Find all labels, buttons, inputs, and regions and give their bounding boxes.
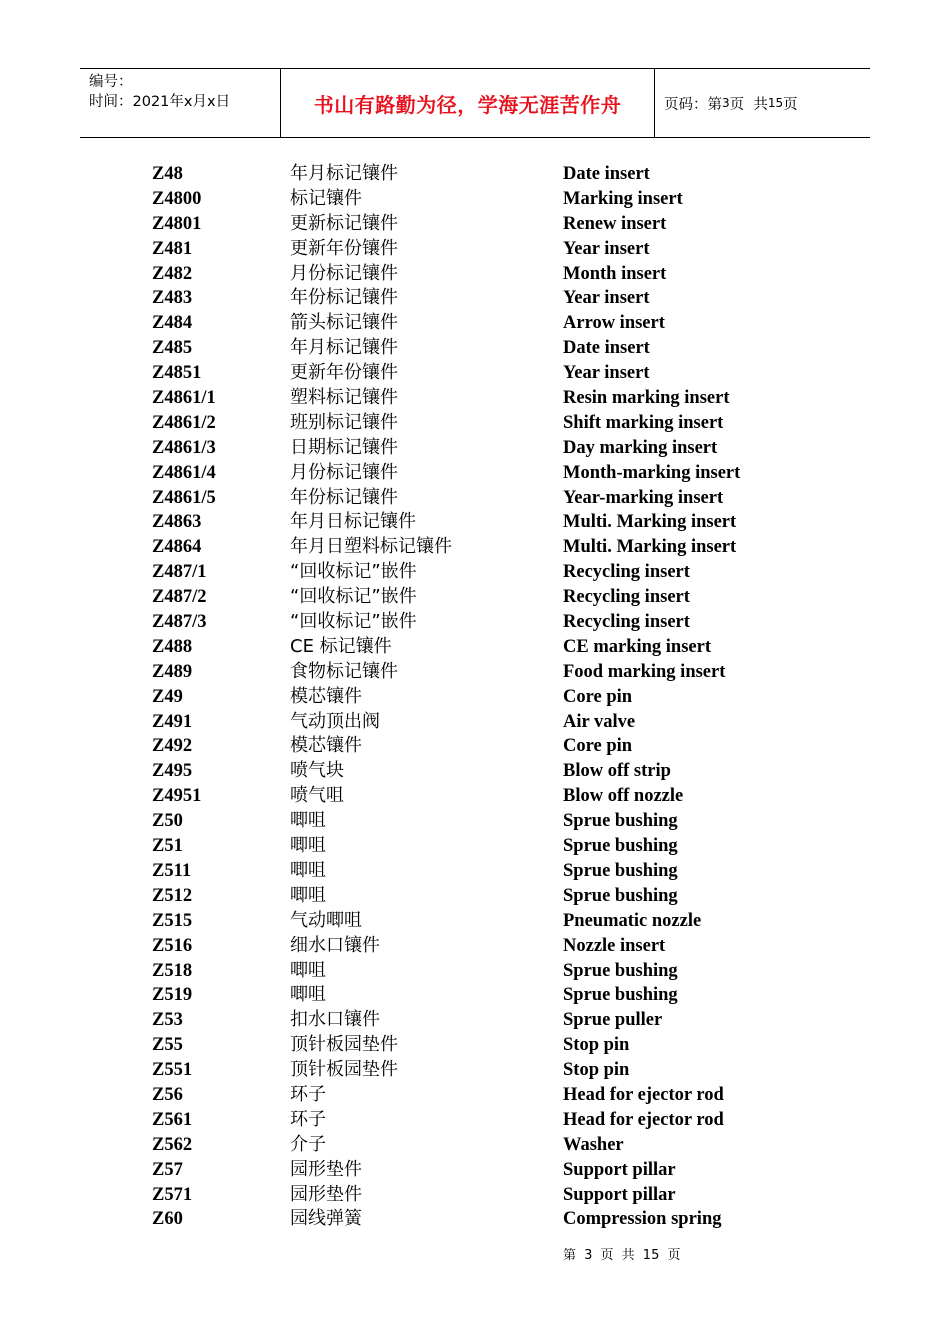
english-name: Sprue puller xyxy=(563,1010,663,1031)
part-code: Z4951 xyxy=(152,786,202,807)
chinese-name: 月份标记镶件 xyxy=(290,262,398,284)
glossary-row xyxy=(0,784,950,809)
glossary-row xyxy=(0,660,950,685)
header-info-cell xyxy=(80,69,281,137)
glossary-row xyxy=(0,909,950,934)
number-label: 编号： xyxy=(89,74,133,90)
english-name: Sprue bushing xyxy=(563,811,678,832)
header-page-cell xyxy=(655,69,870,137)
english-name: Core pin xyxy=(563,686,633,707)
english-name: Multi. Marking insert xyxy=(563,512,737,533)
english-name: Sprue bushing xyxy=(563,860,678,881)
chinese-name: 标记镶件 xyxy=(290,187,362,209)
part-code: Z484 xyxy=(152,313,193,334)
english-name: Date insert xyxy=(563,164,650,184)
english-name: Multi. Marking insert xyxy=(563,537,737,558)
date-label: 时间：2021年x月x日 xyxy=(89,94,231,110)
english-name: Resin marking insert xyxy=(563,388,730,409)
english-name: Food marking insert xyxy=(563,661,726,682)
chinese-name: 模芯镶件 xyxy=(290,735,362,757)
glossary-row xyxy=(0,1058,950,1083)
glossary-row xyxy=(0,610,950,635)
chinese-name: 更新年份镶件 xyxy=(290,362,398,384)
english-name: Recycling insert xyxy=(563,562,690,583)
english-name: Head for ejector rod xyxy=(563,1109,724,1130)
glossary-row xyxy=(0,560,950,585)
english-name: Sprue bushing xyxy=(563,985,678,1006)
chinese-name: 更新年份镶件 xyxy=(290,237,398,259)
chinese-name: 扣水口镶件 xyxy=(290,1009,380,1031)
part-code: Z55 xyxy=(152,1035,183,1056)
chinese-name: 顶针板园垫件 xyxy=(290,1034,398,1056)
english-name: Month-marking insert xyxy=(563,462,741,483)
english-name: Compression spring xyxy=(563,1209,722,1230)
chinese-name: 箭头标记镶件 xyxy=(290,312,398,334)
english-name: Pneumatic nozzle xyxy=(563,910,702,931)
english-name: Blow off strip xyxy=(563,761,671,782)
english-name: Year insert xyxy=(563,363,650,384)
part-code: Z551 xyxy=(152,1060,193,1081)
part-code: Z518 xyxy=(152,960,193,981)
glossary-row xyxy=(0,983,950,1008)
part-code: Z571 xyxy=(152,1184,193,1205)
english-name: Year insert xyxy=(563,288,650,309)
part-code: Z4861/4 xyxy=(152,462,216,483)
part-code: Z4863 xyxy=(152,512,202,533)
english-name: Recycling insert xyxy=(563,587,690,608)
glossary-row xyxy=(0,1158,950,1183)
chinese-name: 园线弹簧 xyxy=(290,1208,362,1230)
english-name: Nozzle insert xyxy=(563,935,666,956)
part-code: Z4861/5 xyxy=(152,487,216,508)
part-code: Z4801 xyxy=(152,213,202,234)
glossary-row xyxy=(0,1207,950,1232)
part-code: Z4861/2 xyxy=(152,412,216,433)
glossary-row xyxy=(0,959,950,984)
english-name: Head for ejector rod xyxy=(563,1084,724,1105)
english-name: Washer xyxy=(563,1134,624,1155)
glossary-row xyxy=(0,486,950,511)
glossary-row xyxy=(0,461,950,486)
glossary-row xyxy=(0,884,950,909)
english-name: CE marking insert xyxy=(563,636,711,657)
chinese-name: 环子 xyxy=(290,1108,326,1130)
page-header xyxy=(80,68,870,138)
chinese-name: 月份标记镶件 xyxy=(290,461,398,483)
page-footer: 第 3 页 共 15 页 xyxy=(563,1248,681,1263)
part-code: Z487/3 xyxy=(152,612,207,633)
chinese-name: 细水口镶件 xyxy=(290,934,380,956)
part-code: Z57 xyxy=(152,1159,183,1180)
english-name: Sprue bushing xyxy=(563,960,678,981)
glossary-row xyxy=(0,336,950,361)
chinese-name: 塑料标记镶件 xyxy=(290,387,398,409)
part-code: Z4800 xyxy=(152,188,202,209)
glossary-row xyxy=(0,809,950,834)
part-code: Z481 xyxy=(152,238,193,259)
part-code: Z56 xyxy=(152,1084,183,1105)
glossary-row xyxy=(0,934,950,959)
part-code: Z48 xyxy=(152,164,183,184)
english-name: Year-marking insert xyxy=(563,487,724,508)
part-code: Z511 xyxy=(152,860,192,881)
part-code: Z4861/3 xyxy=(152,437,216,458)
english-name: Day marking insert xyxy=(563,437,718,458)
english-name: Air valve xyxy=(563,711,636,732)
glossary-list xyxy=(0,162,950,1232)
english-name: Renew insert xyxy=(563,213,667,234)
part-code: Z561 xyxy=(152,1109,193,1130)
glossary-row xyxy=(0,710,950,735)
english-name: Core pin xyxy=(563,736,633,757)
page-label: 页码：第 xyxy=(664,96,722,113)
glossary-row xyxy=(0,834,950,859)
chinese-name: 唧咀 xyxy=(290,810,326,832)
part-code: Z515 xyxy=(152,910,193,931)
glossary-row xyxy=(0,1083,950,1108)
chinese-name: 唧咀 xyxy=(290,959,326,981)
glossary-row xyxy=(0,1033,950,1058)
part-code: Z487/2 xyxy=(152,587,207,608)
part-code: Z483 xyxy=(152,288,193,309)
chinese-name: 食物标记镶件 xyxy=(290,660,398,682)
chinese-name: 唧咀 xyxy=(290,884,326,906)
chinese-name: 园形垫件 xyxy=(290,1158,362,1180)
english-name: Support pillar xyxy=(563,1159,676,1180)
chinese-name: 班别标记镶件 xyxy=(290,411,398,433)
chinese-name: 模芯镶件 xyxy=(290,685,362,707)
chinese-name: CE 标记镶件 xyxy=(290,635,392,657)
glossary-row xyxy=(0,535,950,560)
chinese-name: 园形垫件 xyxy=(290,1183,362,1205)
glossary-row xyxy=(0,386,950,411)
english-name: Blow off nozzle xyxy=(563,786,684,807)
glossary-row xyxy=(0,361,950,386)
part-code: Z51 xyxy=(152,836,183,857)
glossary-row xyxy=(0,685,950,710)
english-name: Marking insert xyxy=(563,188,683,209)
english-name: Date insert xyxy=(563,338,650,359)
part-code: Z4864 xyxy=(152,537,202,558)
page-number: 3 xyxy=(722,96,730,110)
glossary-row xyxy=(0,734,950,759)
english-name: Stop pin xyxy=(563,1035,630,1056)
english-name: Recycling insert xyxy=(563,612,690,633)
glossary-row xyxy=(0,411,950,436)
english-name: Sprue bushing xyxy=(563,836,678,857)
part-code: Z492 xyxy=(152,736,193,757)
chinese-name: 日期标记镶件 xyxy=(290,436,398,458)
chinese-name: 唧咀 xyxy=(290,859,326,881)
english-name: Shift marking insert xyxy=(563,412,724,433)
glossary-row xyxy=(0,1008,950,1033)
chinese-name: “回收标记”嵌件 xyxy=(290,561,417,583)
glossary-row xyxy=(0,162,950,187)
glossary-row xyxy=(0,759,950,784)
glossary-row xyxy=(0,510,950,535)
glossary-row xyxy=(0,262,950,287)
chinese-name: 喷气块 xyxy=(290,760,344,782)
page-mid-label: 页 共 xyxy=(729,96,768,113)
page-total: 15 xyxy=(767,96,784,110)
part-code: Z50 xyxy=(152,811,183,832)
glossary-row xyxy=(0,311,950,336)
glossary-row xyxy=(0,859,950,884)
part-code: Z49 xyxy=(152,686,183,707)
part-code: Z4861/1 xyxy=(152,388,216,409)
chinese-name: 介子 xyxy=(290,1133,326,1155)
glossary-row xyxy=(0,1133,950,1158)
glossary-row xyxy=(0,1108,950,1133)
part-code: Z489 xyxy=(152,661,193,682)
chinese-name: 年月标记镶件 xyxy=(290,163,398,184)
english-name: Month insert xyxy=(563,263,667,284)
chinese-name: 年月标记镶件 xyxy=(290,337,398,359)
english-name: Stop pin xyxy=(563,1060,630,1081)
glossary-row xyxy=(0,436,950,461)
glossary-row xyxy=(0,1183,950,1208)
part-code: Z488 xyxy=(152,636,193,657)
chinese-name: 顶针板园垫件 xyxy=(290,1059,398,1081)
part-code: Z53 xyxy=(152,1010,183,1031)
part-code: Z495 xyxy=(152,761,193,782)
part-code: Z4851 xyxy=(152,363,202,384)
english-name: Sprue bushing xyxy=(563,885,678,906)
glossary-row xyxy=(0,212,950,237)
part-code: Z485 xyxy=(152,338,193,359)
english-name: Arrow insert xyxy=(563,313,665,334)
part-code: Z516 xyxy=(152,935,193,956)
chinese-name: 喷气咀 xyxy=(290,785,344,807)
chinese-name: 年份标记镶件 xyxy=(290,486,398,508)
glossary-row xyxy=(0,187,950,212)
part-code: Z562 xyxy=(152,1134,193,1155)
glossary-row xyxy=(0,585,950,610)
chinese-name: “回收标记”嵌件 xyxy=(290,586,417,608)
glossary-row xyxy=(0,286,950,311)
chinese-name: 唧咀 xyxy=(290,984,326,1006)
header-motto-cell xyxy=(281,69,655,137)
part-code: Z482 xyxy=(152,263,193,284)
glossary-row xyxy=(0,237,950,262)
chinese-name: 气动唧咀 xyxy=(290,909,362,931)
chinese-name: “回收标记”嵌件 xyxy=(290,611,417,633)
part-code: Z491 xyxy=(152,711,193,732)
glossary-row xyxy=(0,635,950,660)
part-code: Z60 xyxy=(152,1209,183,1230)
chinese-name: 年月日标记镶件 xyxy=(290,511,416,533)
chinese-name: 气动顶出阀 xyxy=(290,710,380,732)
page-end-label: 页 xyxy=(783,96,798,113)
chinese-name: 环子 xyxy=(290,1083,326,1105)
chinese-name: 年月日塑料标记镶件 xyxy=(290,536,452,558)
part-code: Z512 xyxy=(152,885,193,906)
english-name: Year insert xyxy=(563,238,650,259)
english-name: Support pillar xyxy=(563,1184,676,1205)
part-code: Z519 xyxy=(152,985,193,1006)
part-code: Z487/1 xyxy=(152,562,207,583)
chinese-name: 唧咀 xyxy=(290,835,326,857)
chinese-name: 年份标记镶件 xyxy=(290,287,398,309)
chinese-name: 更新标记镶件 xyxy=(290,212,398,234)
motto: 书山有路勤为径，学海无涯苦作舟 xyxy=(313,92,622,117)
